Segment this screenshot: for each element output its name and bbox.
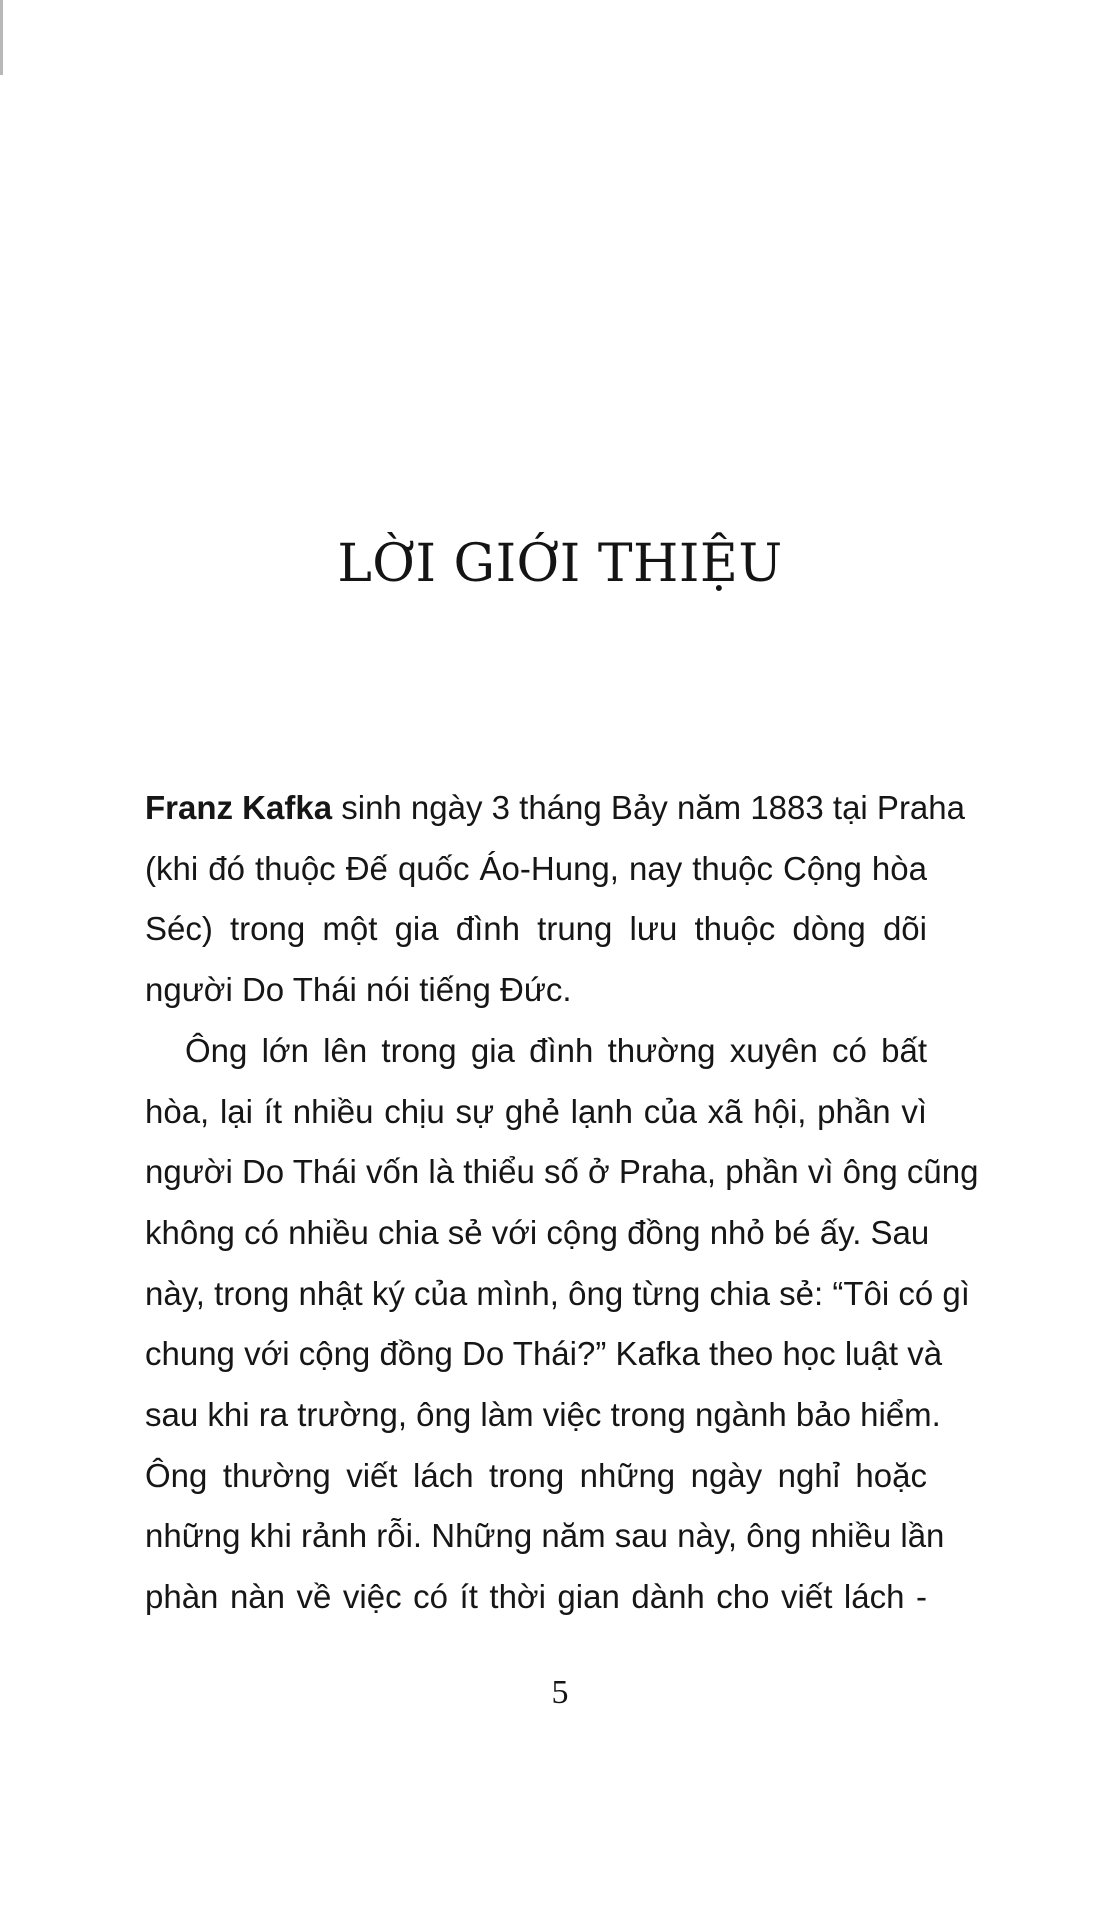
page-edge-mark [0,0,3,75]
paragraph-2-line-6: chung với cộng đồng Do Thái?” Kafka theo học luật và [145,1335,943,1373]
paragraph-1-line-3: Séc) trong một gia đình trung lưu thuộc dòng dõi [145,910,927,948]
paragraph-2-line-8: Ông thường viết lách trong những ngày nghỉ hoặc [145,1456,927,1494]
paragraph-2-line-5: này, trong nhật ký của mình, ông từng chia sẻ: “Tôi có gì [145,1274,970,1312]
body-text [145,778,979,1628]
paragraph-2-line-10: phàn nàn về việc có ít thời gian dành cho viết lách - [145,1578,927,1616]
paragraph-1-line-2: (khi đó thuộc Đế quốc Áo-Hung, nay thuộc Cộng hòa [145,849,927,887]
paragraph-1-line-1-text: sinh ngày 3 tháng Bảy năm 1883 tại Praha [332,789,965,826]
paragraph-2-line-4: không có nhiều chia sẻ với cộng đồng nhỏ bé ấy. Sau [145,1213,930,1251]
paragraph-2-line-2: hòa, lại ít nhiều chịu sự ghẻ lạnh của xã hội, phần vì [145,1092,927,1130]
paragraph-2-line-7: sau khi ra trường, ông làm việc trong ngành bảo hiểm. [145,1396,941,1434]
paragraph-1-line-4: người Do Thái nói tiếng Đức. [145,971,572,1009]
paragraph-2-line-3: người Do Thái vốn là thiểu số ở Praha, phần vì ông cũng [145,1153,979,1191]
page-number: 5 [551,1674,569,1711]
chapter-title: LỜI GIỚI THIỆU [337,534,783,594]
paragraph-2-line-9: những khi rảnh rỗi. Những năm sau này, ông nhiều lần [145,1517,945,1555]
paragraph-2-line-1: Ông lớn lên trong gia đình thường xuyên có bất [185,1031,927,1069]
author-name: Franz Kafka [145,789,333,826]
paragraph-1-line-1 [145,778,965,839]
